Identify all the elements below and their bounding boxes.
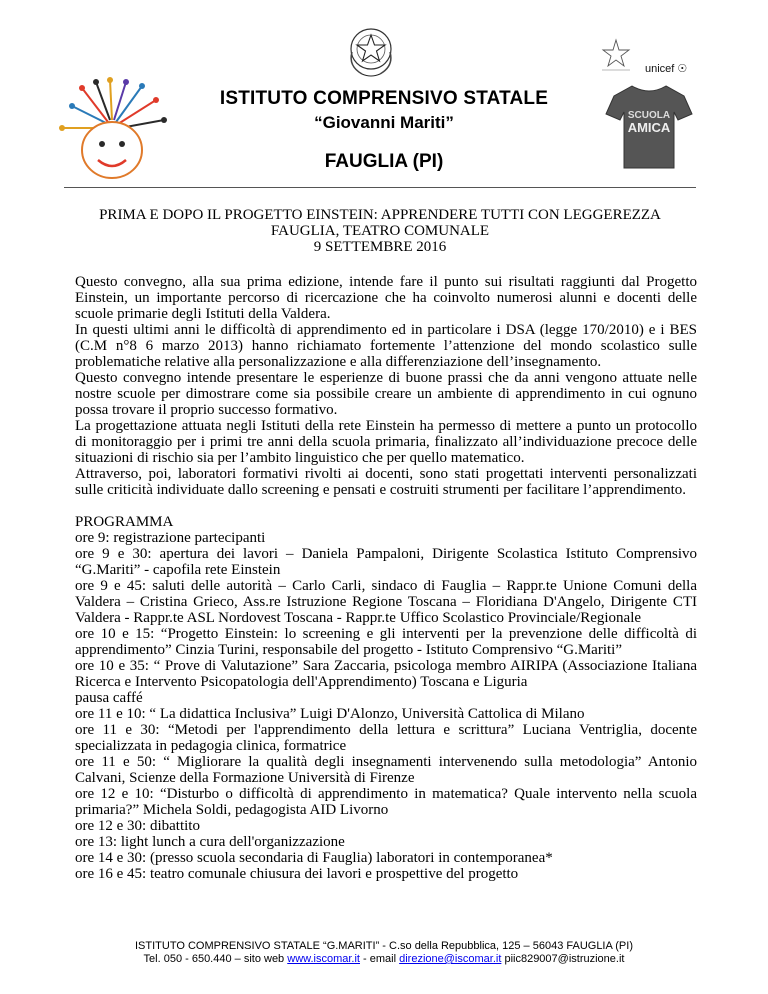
intro-paragraph: In questi ultimi anni le difficoltà di apprendimento ed in particolare i DSA (legge 170/2010) e i BES (C.M n°8 6 marzo 2013) hanno richiamato fortemente l’attenzione del mondo scolastico sulle problematiche relative alla personalizzazione e alla differenziazione dell’insegnamento.: [75, 322, 697, 370]
footer-address: ISTITUTO COMPRENSIVO STATALE “G.MARITI” - C.so della Repubblica, 125 – 56043 FAUGLIA (PI): [134, 940, 633, 952]
program-item: ore 9: registrazione partecipanti: [75, 530, 266, 546]
program-item: ore 10 e 35: “ Prove di Valutazione” Sara Zaccaria, psicologa membro AIRIPA (Associazione Italiana Ricerca e Intervento Psicopatologia dell'Apprendimento) Toscana e Liguria: [75, 658, 697, 690]
intro-paragraph: Questo convegno, alla sua prima edizione, intende fare il punto sui risultati raggiunti dal Progetto Einstein, un importante percorso di ricercazione che ha coinvolto numerosi alunni e docenti delle scuole primarie degli Istituti della Valdera.: [75, 274, 697, 322]
svg-text:AMICA: AMICA: [627, 120, 671, 135]
school-location: FAUGLIA (PI): [324, 151, 444, 172]
intro-paragraph: Questo convegno intende presentare le esperienze di buone prassi che da anni vengono attuate nelle nostre scuole per dimostrare come sia possibile creare un ambiente di apprendimento in cui ognuno possa trovare il proprio successo formativo.: [75, 370, 697, 418]
program-item: ore 11 e 30: “Metodi per l'apprendimento della lettura e scrittura” Luciana Ventriglia, docente specializzata in pedagogia clinica, formatrice: [75, 722, 697, 754]
program-item: ore 10 e 15: “Progetto Einstein: lo screening e gli interventi per la prevenzione delle difficoltà di apprendimento” Cinzia Turini, responsabile del progetto - Istituto Comprensivo “G.Mariti”: [75, 626, 697, 658]
program-item: ore 9 e 30: apertura dei lavori – Daniela Pampaloni, Dirigente Scolastica Istituto Comprensivo “G.Mariti” - capofila rete Einstein: [75, 546, 697, 578]
program-heading: PROGRAMMA: [75, 514, 174, 530]
event-heading: [64, 207, 696, 255]
school-name: ISTITUTO COMPRENSIVO STATALE: [219, 88, 549, 109]
event-title: PRIMA E DOPO IL PROGETTO EINSTEIN: APPRENDERE TUTTI CON LEGGEREZZA: [99, 207, 661, 223]
program-item: ore 9 e 45: saluti delle autorità – Carlo Carli, sindaco di Fauglia – Rappr.te Unione Comuni della Valdera – Cristina Grieco, Ass.re Istruzione Regione Toscana – Floridiana D'Angelo, Dirigente CTI Valdera - Rappr.te ASL Nordovest Toscana - Rappr.te Uffico Scolastico Provinciale/Regionale: [75, 578, 697, 626]
program-item: ore 12 e 30: dibattito: [75, 818, 200, 834]
program-item: ore 11 e 50: “ Migliorare la qualità degli insegnamenti intervenendo sulla metodologia” Antonio Calvani, Scienze della Formazione Università di Firenze: [75, 754, 697, 786]
program-section: [75, 514, 697, 882]
pec-address: piic829007@istruzione.it: [501, 953, 625, 965]
intro-paragraph: Attraverso, poi, laboratori formativi rivolti ai docenti, sono stati progettati interventi personalizzati sulle criticità individuate dallo screening e pensati e costruiti strumenti per facilitare l’apprendimento.: [75, 466, 697, 498]
event-date: 9 SETTEMBRE 2016: [313, 239, 447, 255]
website-link[interactable]: www.iscomar.it: [287, 953, 360, 965]
program-item: ore 13: light lunch a cura dell'organizzazione: [75, 834, 345, 850]
svg-text:SCUOLA: SCUOLA: [627, 110, 671, 121]
footer-contacts: Tel. 050 - 650.440 – sito web www.iscomar.it - email direzione@iscomar.it piic829007@istruzione.it: [143, 953, 625, 965]
document-body: [75, 274, 697, 882]
italian-republic-emblem-icon: [344, 22, 398, 80]
page-footer: [64, 940, 704, 966]
program-item: ore 12 e 10: “Disturbo o difficoltà di apprendimento in matematica? Quale intervento nella scuola primaria?” Michela Soldi, pedagogista AID Livorno: [75, 786, 697, 818]
program-item: ore 16 e 45: teatro comunale chiusura dei lavori e prospettive del progetto: [75, 866, 519, 882]
email-link[interactable]: direzione@iscomar.it: [399, 953, 502, 965]
ministry-crest-icon: [596, 36, 636, 76]
program-item: pausa caffé: [75, 690, 143, 706]
program-item: ore 14 e 30: (presso scuola secondaria di Fauglia) laboratori in contemporanea*: [75, 850, 553, 866]
event-venue: FAUGLIA, TEATRO COMUNALE: [270, 223, 490, 239]
intro-paragraph: La progettazione attuata negli Istituti della rete Einstein ha permesso di mettere a punto un protocollo di monitoraggio per i primi tre anni della scuola primaria, finalizzato all’individuazione precoce delle situazioni di rischio sia per l’ambito linguistico che per quello matematico.: [75, 418, 697, 466]
program-item: ore 11 e 10: “ La didattica Inclusiva” Luigi D'Alonzo, Università Cattolica di Milano: [75, 706, 585, 722]
unicef-logo: unicef ☉: [645, 63, 688, 75]
school-subtitle: “Giovanni Mariti”: [314, 113, 454, 132]
header-divider: [64, 187, 696, 188]
